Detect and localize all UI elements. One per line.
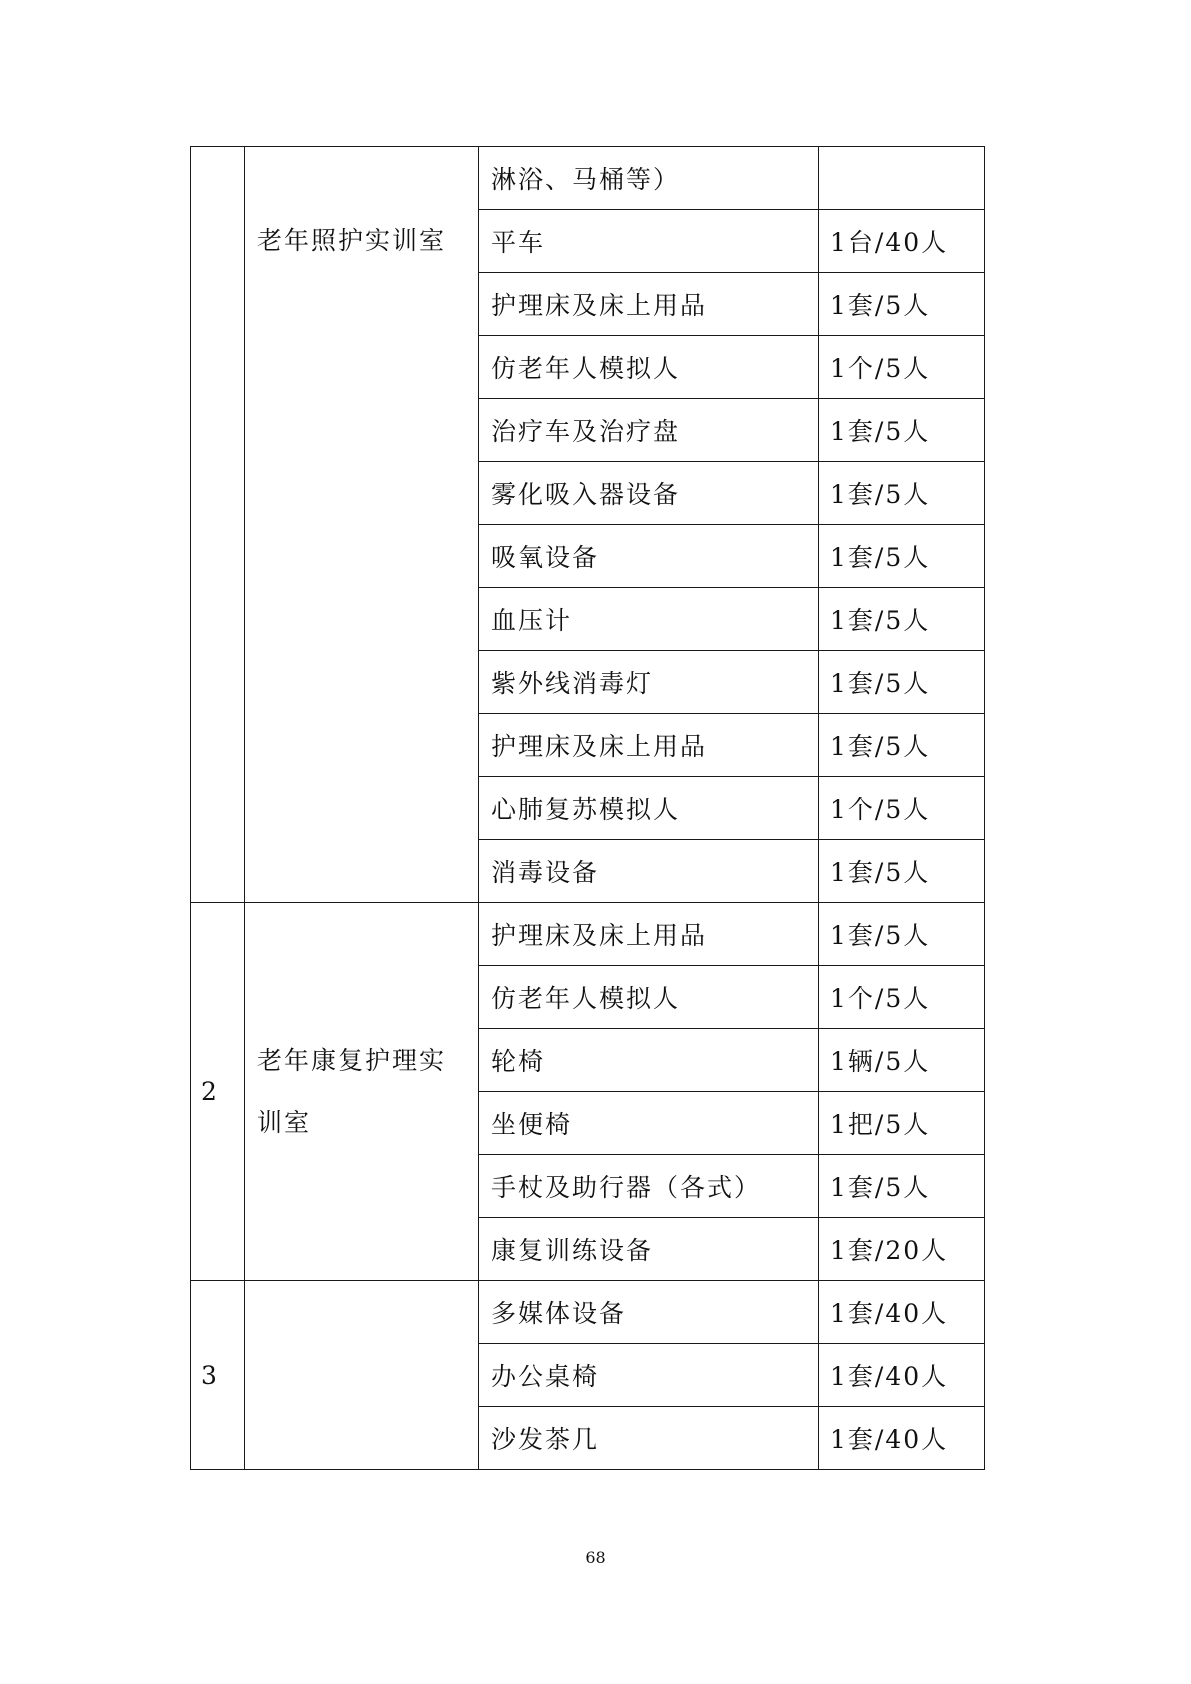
quantity-cell: 1套/5人 <box>819 462 985 525</box>
item-cell: 血压计 <box>479 588 819 651</box>
quantity-cell: 1套/20人 <box>819 1218 985 1281</box>
room-name-line: 训室 <box>257 1107 312 1137</box>
item-cell: 平车 <box>479 210 819 273</box>
quantity-cell: 1套/5人 <box>819 903 985 966</box>
item-cell: 护理床及床上用品 <box>479 714 819 777</box>
quantity-cell: 1套/40人 <box>819 1407 985 1470</box>
item-cell: 仿老年人模拟人 <box>479 966 819 1029</box>
quantity-cell: 1个/5人 <box>819 777 985 840</box>
quantity-cell: 1个/5人 <box>819 966 985 1029</box>
quantity-cell: 1套/5人 <box>819 588 985 651</box>
item-cell: 心肺复苏模拟人 <box>479 777 819 840</box>
item-cell: 康复训练设备 <box>479 1218 819 1281</box>
table-row <box>191 1281 985 1344</box>
quantity-cell: 1套/5人 <box>819 651 985 714</box>
item-cell: 紫外线消毒灯 <box>479 651 819 714</box>
quantity-cell <box>819 147 985 210</box>
item-cell: 护理床及床上用品 <box>479 903 819 966</box>
item-cell: 仿老年人模拟人 <box>479 336 819 399</box>
quantity-cell: 1套/5人 <box>819 840 985 903</box>
room-name-line: 老年康复护理实 <box>257 1045 447 1075</box>
item-cell: 护理床及床上用品 <box>479 273 819 336</box>
quantity-cell: 1套/40人 <box>819 1281 985 1344</box>
room-name-cell <box>245 1281 479 1470</box>
quantity-cell: 1套/5人 <box>819 1155 985 1218</box>
quantity-cell: 1套/40人 <box>819 1344 985 1407</box>
item-cell: 办公桌椅 <box>479 1344 819 1407</box>
quantity-cell: 1套/5人 <box>819 399 985 462</box>
quantity-cell: 1套/5人 <box>819 525 985 588</box>
table-row <box>191 147 985 210</box>
item-cell: 多媒体设备 <box>479 1281 819 1344</box>
row-number-cell <box>191 147 245 903</box>
quantity-cell: 1套/5人 <box>819 714 985 777</box>
item-cell: 沙发茶几 <box>479 1407 819 1470</box>
quantity-cell: 1把/5人 <box>819 1092 985 1155</box>
quantity-cell: 1套/5人 <box>819 273 985 336</box>
item-cell: 手杖及助行器（各式） <box>479 1155 819 1218</box>
item-cell: 消毒设备 <box>479 840 819 903</box>
quantity-cell: 1辆/5人 <box>819 1029 985 1092</box>
quantity-cell: 1个/5人 <box>819 336 985 399</box>
quantity-cell: 1台/40人 <box>819 210 985 273</box>
row-number-cell: 3 <box>191 1281 245 1470</box>
item-cell: 淋浴、马桶等） <box>479 147 819 210</box>
equipment-table <box>190 146 985 1470</box>
page-number: 68 <box>585 1548 606 1567</box>
item-cell: 治疗车及治疗盘 <box>479 399 819 462</box>
room-name-cell <box>245 147 479 903</box>
item-cell: 雾化吸入器设备 <box>479 462 819 525</box>
room-name-cell <box>245 903 479 1281</box>
item-cell: 轮椅 <box>479 1029 819 1092</box>
item-cell: 吸氧设备 <box>479 525 819 588</box>
room-name: 老年照护实训室 <box>257 226 447 255</box>
table-row <box>191 903 985 966</box>
item-cell: 坐便椅 <box>479 1092 819 1155</box>
row-number-cell: 2 <box>191 903 245 1281</box>
